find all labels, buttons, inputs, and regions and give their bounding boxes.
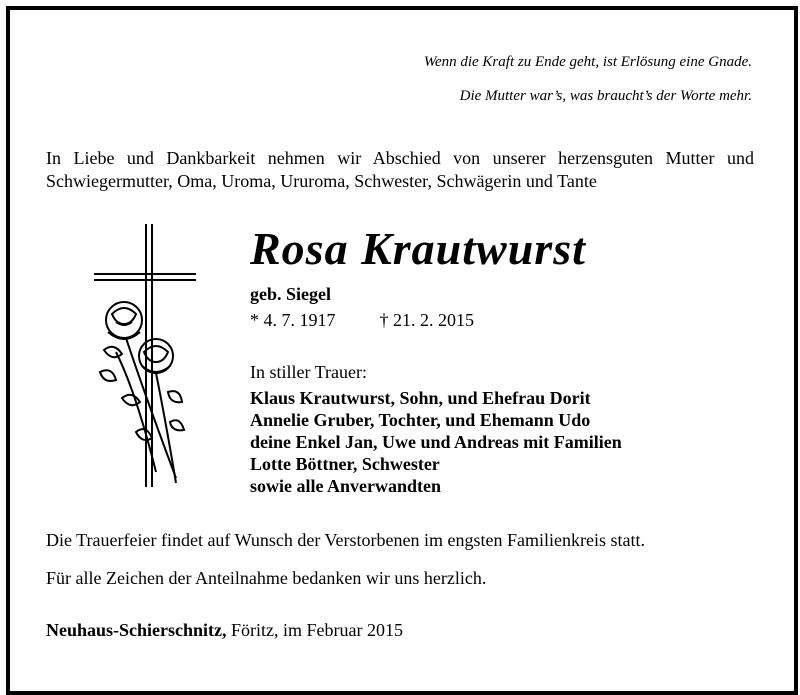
thanks-note: Für alle Zeichen der Anteilnahme bedanken wir uns herzlich. [46,568,487,588]
mourner-line: deine Enkel Jan, Uwe und Andreas mit Familien [250,432,622,452]
funeral-note: Die Trauerfeier findet auf Wunsch der Verstorbenen im engsten Familienkreis statt. [46,530,645,550]
signature-rest: Föritz, im Februar 2015 [226,620,403,640]
birth-name: geb. Siegel [250,284,331,304]
mourner-line: Klaus Krautwurst, Sohn, und Ehefrau Dorit [250,388,591,408]
quote-line-1: Wenn die Kraft zu Ende geht, ist Erlösung eine Gnade. [423,54,752,70]
death-date: † 21. 2. 2015 [379,310,474,330]
birth-date: * 4. 7. 1917 [250,310,336,330]
life-dates [250,310,474,331]
signature-place: Neuhaus-Schierschnitz, [46,620,227,640]
signature-line [46,620,403,641]
mourning-label: In stiller Trauer: [250,362,367,382]
mourners-list [250,387,622,497]
mourner-line: sowie alle Anverwandten [250,476,441,496]
intro-text: In Liebe und Dankbarkeit nehmen wir Abschied von unserer herzensguten Mutter und Schwiegermutter, Oma, Uroma, Ururoma, Schwester, Schwägerin und Tante [46,148,754,191]
mourner-line: Annelie Gruber, Tochter, und Ehemann Udo [250,410,591,430]
cross-with-roses-icon [86,222,236,492]
deceased-name: Rosa Krautwurst [250,223,586,274]
quote-line-2: Die Mutter war’s, was braucht’s der Worte mehr. [459,88,752,104]
mourner-line: Lotte Böttner, Schwester [250,454,440,474]
